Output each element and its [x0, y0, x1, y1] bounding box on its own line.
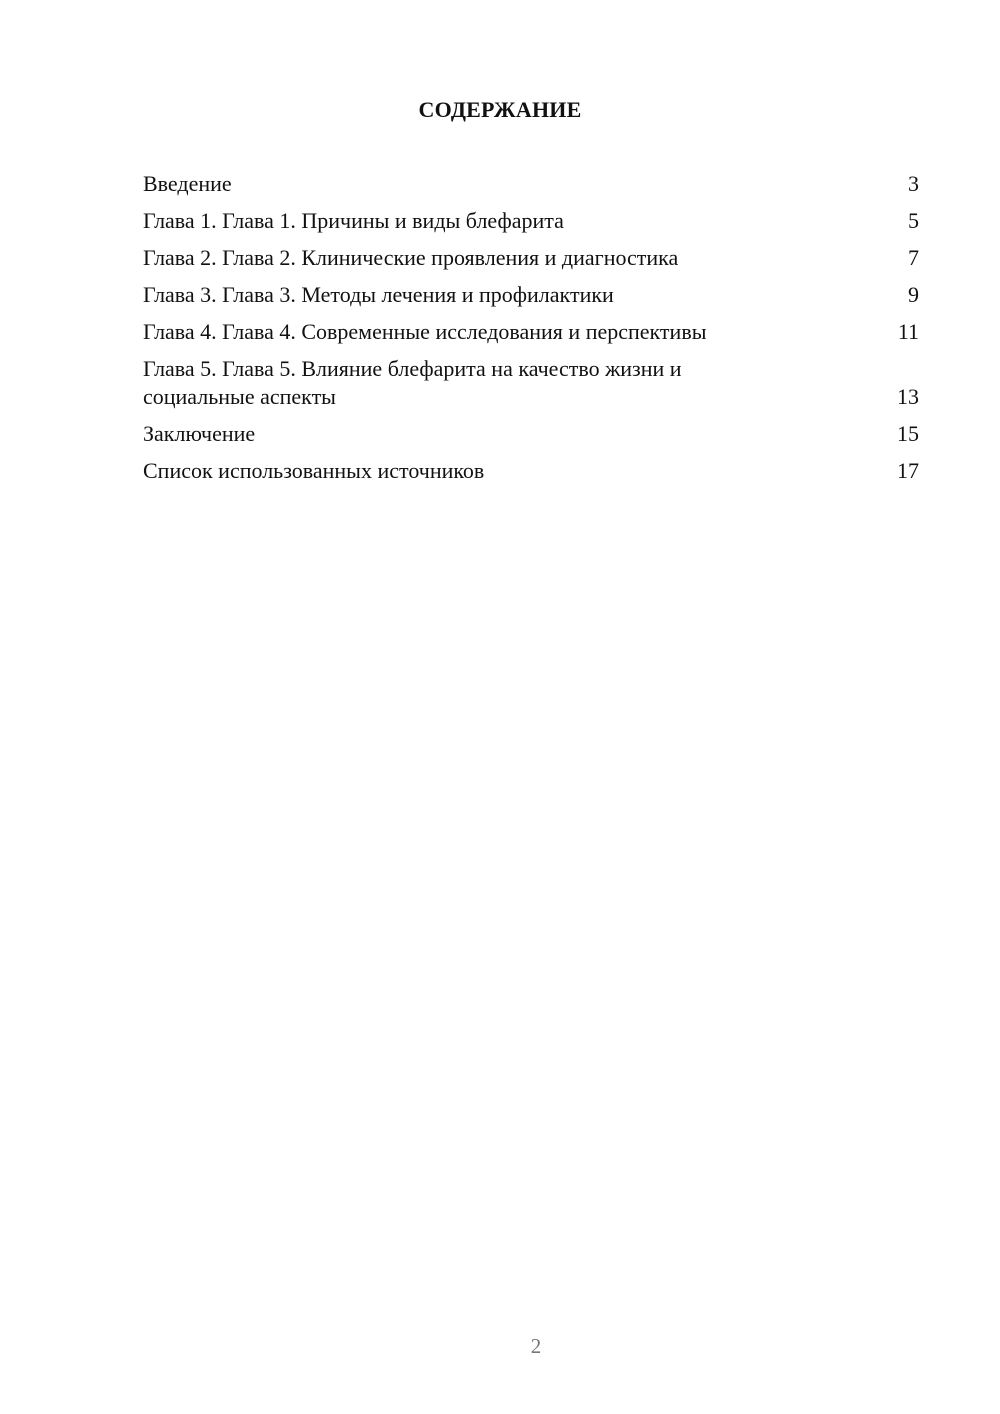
toc-entry-label: Глава 1. Глава 1. Причины и виды блефарита — [143, 208, 564, 233]
toc-entry-conclusion[interactable] — [143, 420, 919, 448]
toc-entry-chapter-4[interactable] — [143, 318, 919, 346]
toc-entry-page-number: 11 — [897, 319, 919, 344]
toc-entry-chapter-2[interactable] — [143, 244, 919, 272]
toc-entry-page-number: 17 — [897, 458, 919, 483]
toc-entry-label: Введение — [143, 171, 232, 196]
toc-entry-introduction[interactable] — [143, 170, 919, 198]
page-number: 2 — [530, 1334, 542, 1358]
toc-entry-label: Глава 3. Глава 3. Методы лечения и профилактики — [143, 282, 614, 307]
toc-entry-page-number: 13 — [897, 384, 919, 409]
toc-entry-references[interactable] — [143, 457, 919, 485]
toc-entry-label: Глава 5. Глава 5. Влияние блефарита на качество жизни и социальные аспекты — [143, 356, 682, 409]
table-of-contents — [143, 170, 919, 494]
toc-entry-label: Глава 4. Глава 4. Современные исследования и перспективы — [143, 319, 707, 344]
toc-entry-label: Заключение — [143, 421, 256, 446]
toc-entry-chapter-3[interactable] — [143, 281, 919, 309]
toc-entry-chapter-1[interactable] — [143, 207, 919, 235]
toc-title: СОДЕРЖАНИЕ — [418, 97, 582, 122]
toc-entry-page-number: 9 — [908, 282, 919, 307]
toc-entry-page-number: 3 — [908, 171, 919, 196]
toc-entry-page-number: 5 — [908, 208, 919, 233]
toc-entry-page-number: 7 — [908, 245, 919, 270]
toc-entry-label: Список использованных источников — [143, 458, 485, 483]
toc-entry-label: Глава 2. Глава 2. Клинические проявления и диагностика — [143, 245, 679, 270]
toc-entry-chapter-5[interactable] — [143, 355, 919, 411]
toc-entry-page-number: 15 — [897, 421, 919, 446]
